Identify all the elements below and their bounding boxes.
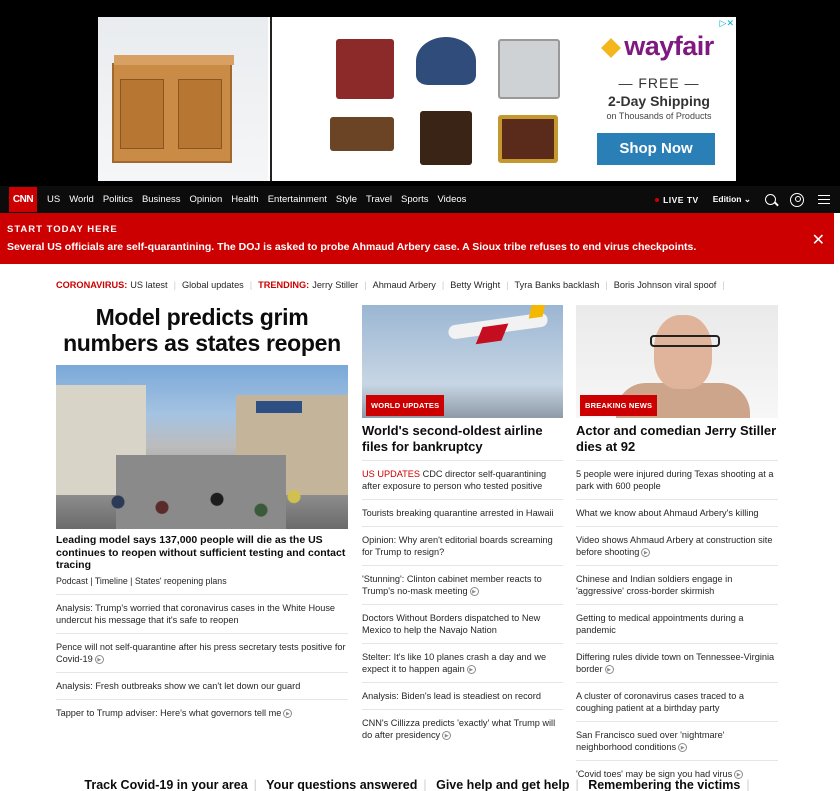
list-item[interactable]: A cluster of coronavirus cases traced to a coughing patient at a birthday party: [576, 683, 778, 722]
nav-link-entertainment[interactable]: Entertainment: [267, 194, 327, 205]
wayfair-logo: wayfair: [594, 31, 724, 62]
top-nav: [0, 186, 840, 213]
world-updates-column: [362, 305, 563, 748]
list-item[interactable]: What we know about Ahmaud Arbery's killing: [576, 500, 778, 527]
nav-link-health[interactable]: Health: [231, 194, 259, 205]
questions-answered-link[interactable]: Your questions answered: [266, 778, 418, 791]
list-item[interactable]: San Francisco sued over 'nightmare' neighborhood conditions ▶: [576, 722, 778, 761]
ad-product-knife-block: [420, 111, 472, 165]
give-help-link[interactable]: Give help and get help: [436, 778, 570, 791]
hero-street-crowd-image[interactable]: [56, 365, 348, 529]
list-item[interactable]: CNN's Cillizza predicts 'exactly' what Trump will do after presidency ▶: [362, 718, 556, 740]
lead-sublinks: Podcast | Timeline | States' reopening plans: [56, 576, 348, 595]
nav-link-business[interactable]: Business: [141, 194, 181, 205]
play-icon: ▶: [641, 548, 650, 557]
cnn-logo[interactable]: CNN: [9, 187, 37, 212]
list-item[interactable]: Video shows Ahmaud Arbery at construction site before shooting ▶: [576, 527, 778, 566]
list-item[interactable]: Analysis: Trump's worried that coronavirus cases in the White House undercut his message that it's safe to reopen: [56, 595, 348, 634]
us-latest-link[interactable]: US latest: [130, 280, 168, 290]
trending-betty-wright[interactable]: Betty Wright: [450, 280, 501, 290]
list-item[interactable]: Stelter: It's like 10 planes crash a day and we expect it to happen again ▶: [362, 644, 563, 683]
podcast-link[interactable]: Podcast: [56, 575, 88, 586]
ad-kitchen-cart-image: [98, 17, 268, 181]
ad-band: [0, 0, 840, 186]
list-item[interactable]: Differing rules divide town on Tennessee-Virginia border ▶: [576, 644, 778, 683]
play-icon: ▶: [283, 709, 292, 718]
nav-right: [655, 186, 830, 213]
live-tv-link[interactable]: LIVE TV: [655, 195, 699, 205]
list-item[interactable]: Tapper to Trump adviser: Here's what governors tell me ▶: [56, 700, 348, 726]
play-icon: ▶: [734, 770, 743, 779]
us-updates-kicker: US UPDATES: [362, 469, 421, 479]
list-item[interactable]: Analysis: Biden's lead is steadiest on record: [362, 683, 563, 710]
lead-story-link[interactable]: Leading model says 137,000 people will die as the US continues to reopen without sufficient testing and contact tracing: [56, 534, 346, 571]
coronavirus-label: CORONAVIRUS:: [56, 280, 128, 290]
hamburger-icon[interactable]: [818, 195, 830, 204]
breaking-news-tag: BREAKING NEWS: [580, 395, 657, 416]
trending-jerry-stiller[interactable]: Jerry Stiller: [312, 280, 359, 290]
list-item[interactable]: Tourists breaking quarantine arrested in Hawaii: [362, 500, 563, 527]
timeline-link[interactable]: Timeline: [94, 575, 128, 586]
banner-kicker: START TODAY HERE: [7, 224, 118, 235]
list-item[interactable]: Pence will not self-quarantine after his press secretary tests positive for Covid-19 ▶: [56, 634, 348, 673]
nav-link-style[interactable]: Style: [335, 194, 357, 205]
list-item[interactable]: 5 people were injured during Texas shooting at a park with 600 people: [576, 461, 778, 500]
edition-selector[interactable]: Edition ⌄: [712, 194, 751, 204]
list-item[interactable]: Opinion: Why aren't editorial boards screaming for Trump to resign?: [362, 527, 563, 566]
trending-ahmaud-arbery[interactable]: Ahmaud Arbery: [372, 280, 436, 290]
close-icon[interactable]: ✕: [811, 232, 825, 249]
search-icon[interactable]: [765, 194, 776, 205]
list-item[interactable]: US UPDATES CDC director self-quarantining after exposure to person who tested positive: [362, 461, 563, 500]
airline-headline[interactable]: World's second-oldest airline files for bankruptcy: [362, 423, 563, 461]
jerry-stiller-image[interactable]: [576, 305, 778, 418]
ad-product-range: [498, 39, 560, 99]
trending-boris-johnson[interactable]: Boris Johnson viral spoof: [613, 280, 717, 290]
play-icon: ▶: [605, 665, 614, 674]
track-covid-link[interactable]: Track Covid-19 in your area: [84, 778, 248, 791]
ad-shipping-text: 2-Day Shipping: [608, 93, 710, 109]
nav-link-videos[interactable]: Videos: [437, 194, 467, 205]
account-icon[interactable]: [790, 193, 804, 207]
nav-link-travel[interactable]: Travel: [366, 194, 393, 205]
top-story-column: [56, 304, 348, 726]
live-dot-icon: [655, 198, 659, 202]
ad-free-text: — FREE —: [618, 75, 700, 91]
trending-tyra-banks[interactable]: Tyra Banks backlash: [514, 280, 600, 290]
nav-link-sports[interactable]: Sports: [401, 194, 429, 205]
ad-sub-text: on Thousands of Products: [606, 111, 712, 121]
ad-product-painting: [498, 115, 558, 163]
ad-product-table: [330, 117, 394, 151]
breaking-news-column: [576, 305, 778, 787]
ad-choices-close-icon[interactable]: ▷✕: [719, 18, 734, 28]
nav-link-politics[interactable]: Politics: [102, 194, 133, 205]
list-item[interactable]: Analysis: Fresh outbreaks show we can't let down our guard: [56, 673, 348, 700]
stiller-headline[interactable]: Actor and comedian Jerry Stiller dies at 92: [576, 423, 778, 461]
list-item[interactable]: Chinese and Indian soldiers engage in 'aggressive' cross-border skirmish: [576, 566, 778, 605]
reopening-plans-link[interactable]: States' reopening plans: [134, 575, 227, 586]
list-item[interactable]: 'Covid toes' may be sign you had virus ▶: [576, 761, 778, 787]
airplane-image[interactable]: [362, 305, 563, 418]
world-updates-tag: WORLD UPDATES: [366, 395, 444, 416]
ad-product-cabinet: [336, 39, 394, 99]
play-icon: ▶: [678, 743, 687, 752]
nav-link-us[interactable]: US: [47, 194, 61, 205]
play-icon: ▶: [442, 731, 451, 740]
list-item[interactable]: Getting to medical appointments during a pandemic: [576, 605, 778, 644]
play-icon: ▶: [95, 655, 104, 664]
wayfair-ad[interactable]: [98, 17, 736, 181]
global-updates-link[interactable]: Global updates: [181, 280, 244, 290]
list-item[interactable]: Doctors Without Borders dispatched to New Mexico to help the Navajo Nation: [362, 605, 563, 644]
nav-link-world[interactable]: World: [69, 194, 94, 205]
trending-bar: CORONAVIRUS: US latest | Global updates | TRENDING: Jerry Stiller | Ahmaud Arbery | Betty Wright | Tyra Banks backlash | Boris Johnson viral spoof |: [56, 280, 725, 290]
top-headline[interactable]: Model predicts grim numbers as states reopen: [63, 304, 341, 356]
ad-product-cookware: [416, 37, 476, 85]
trending-label: TRENDING:: [258, 280, 310, 290]
play-icon: ▶: [470, 587, 479, 596]
nav-links: [47, 186, 466, 213]
bottom-links: Track Covid-19 in your area | Your questions answered | Give help and get help | Remembering the victims |: [84, 778, 750, 791]
list-item[interactable]: 'Stunning': Clinton cabinet member reacts to Trump's no-mask meeting ▶: [362, 566, 563, 605]
play-icon: ▶: [467, 665, 476, 674]
banner-text[interactable]: Several US officials are self-quarantining. The DOJ is asked to probe Ahmaud Arbery case. A Sioux tribe refuses to end virus checkpoints.: [7, 241, 697, 253]
breaking-banner[interactable]: [0, 213, 834, 264]
remembering-victims-link[interactable]: Remembering the victims: [588, 778, 741, 791]
shop-now-button[interactable]: Shop Now: [597, 133, 715, 165]
nav-link-opinion[interactable]: Opinion: [189, 194, 223, 205]
